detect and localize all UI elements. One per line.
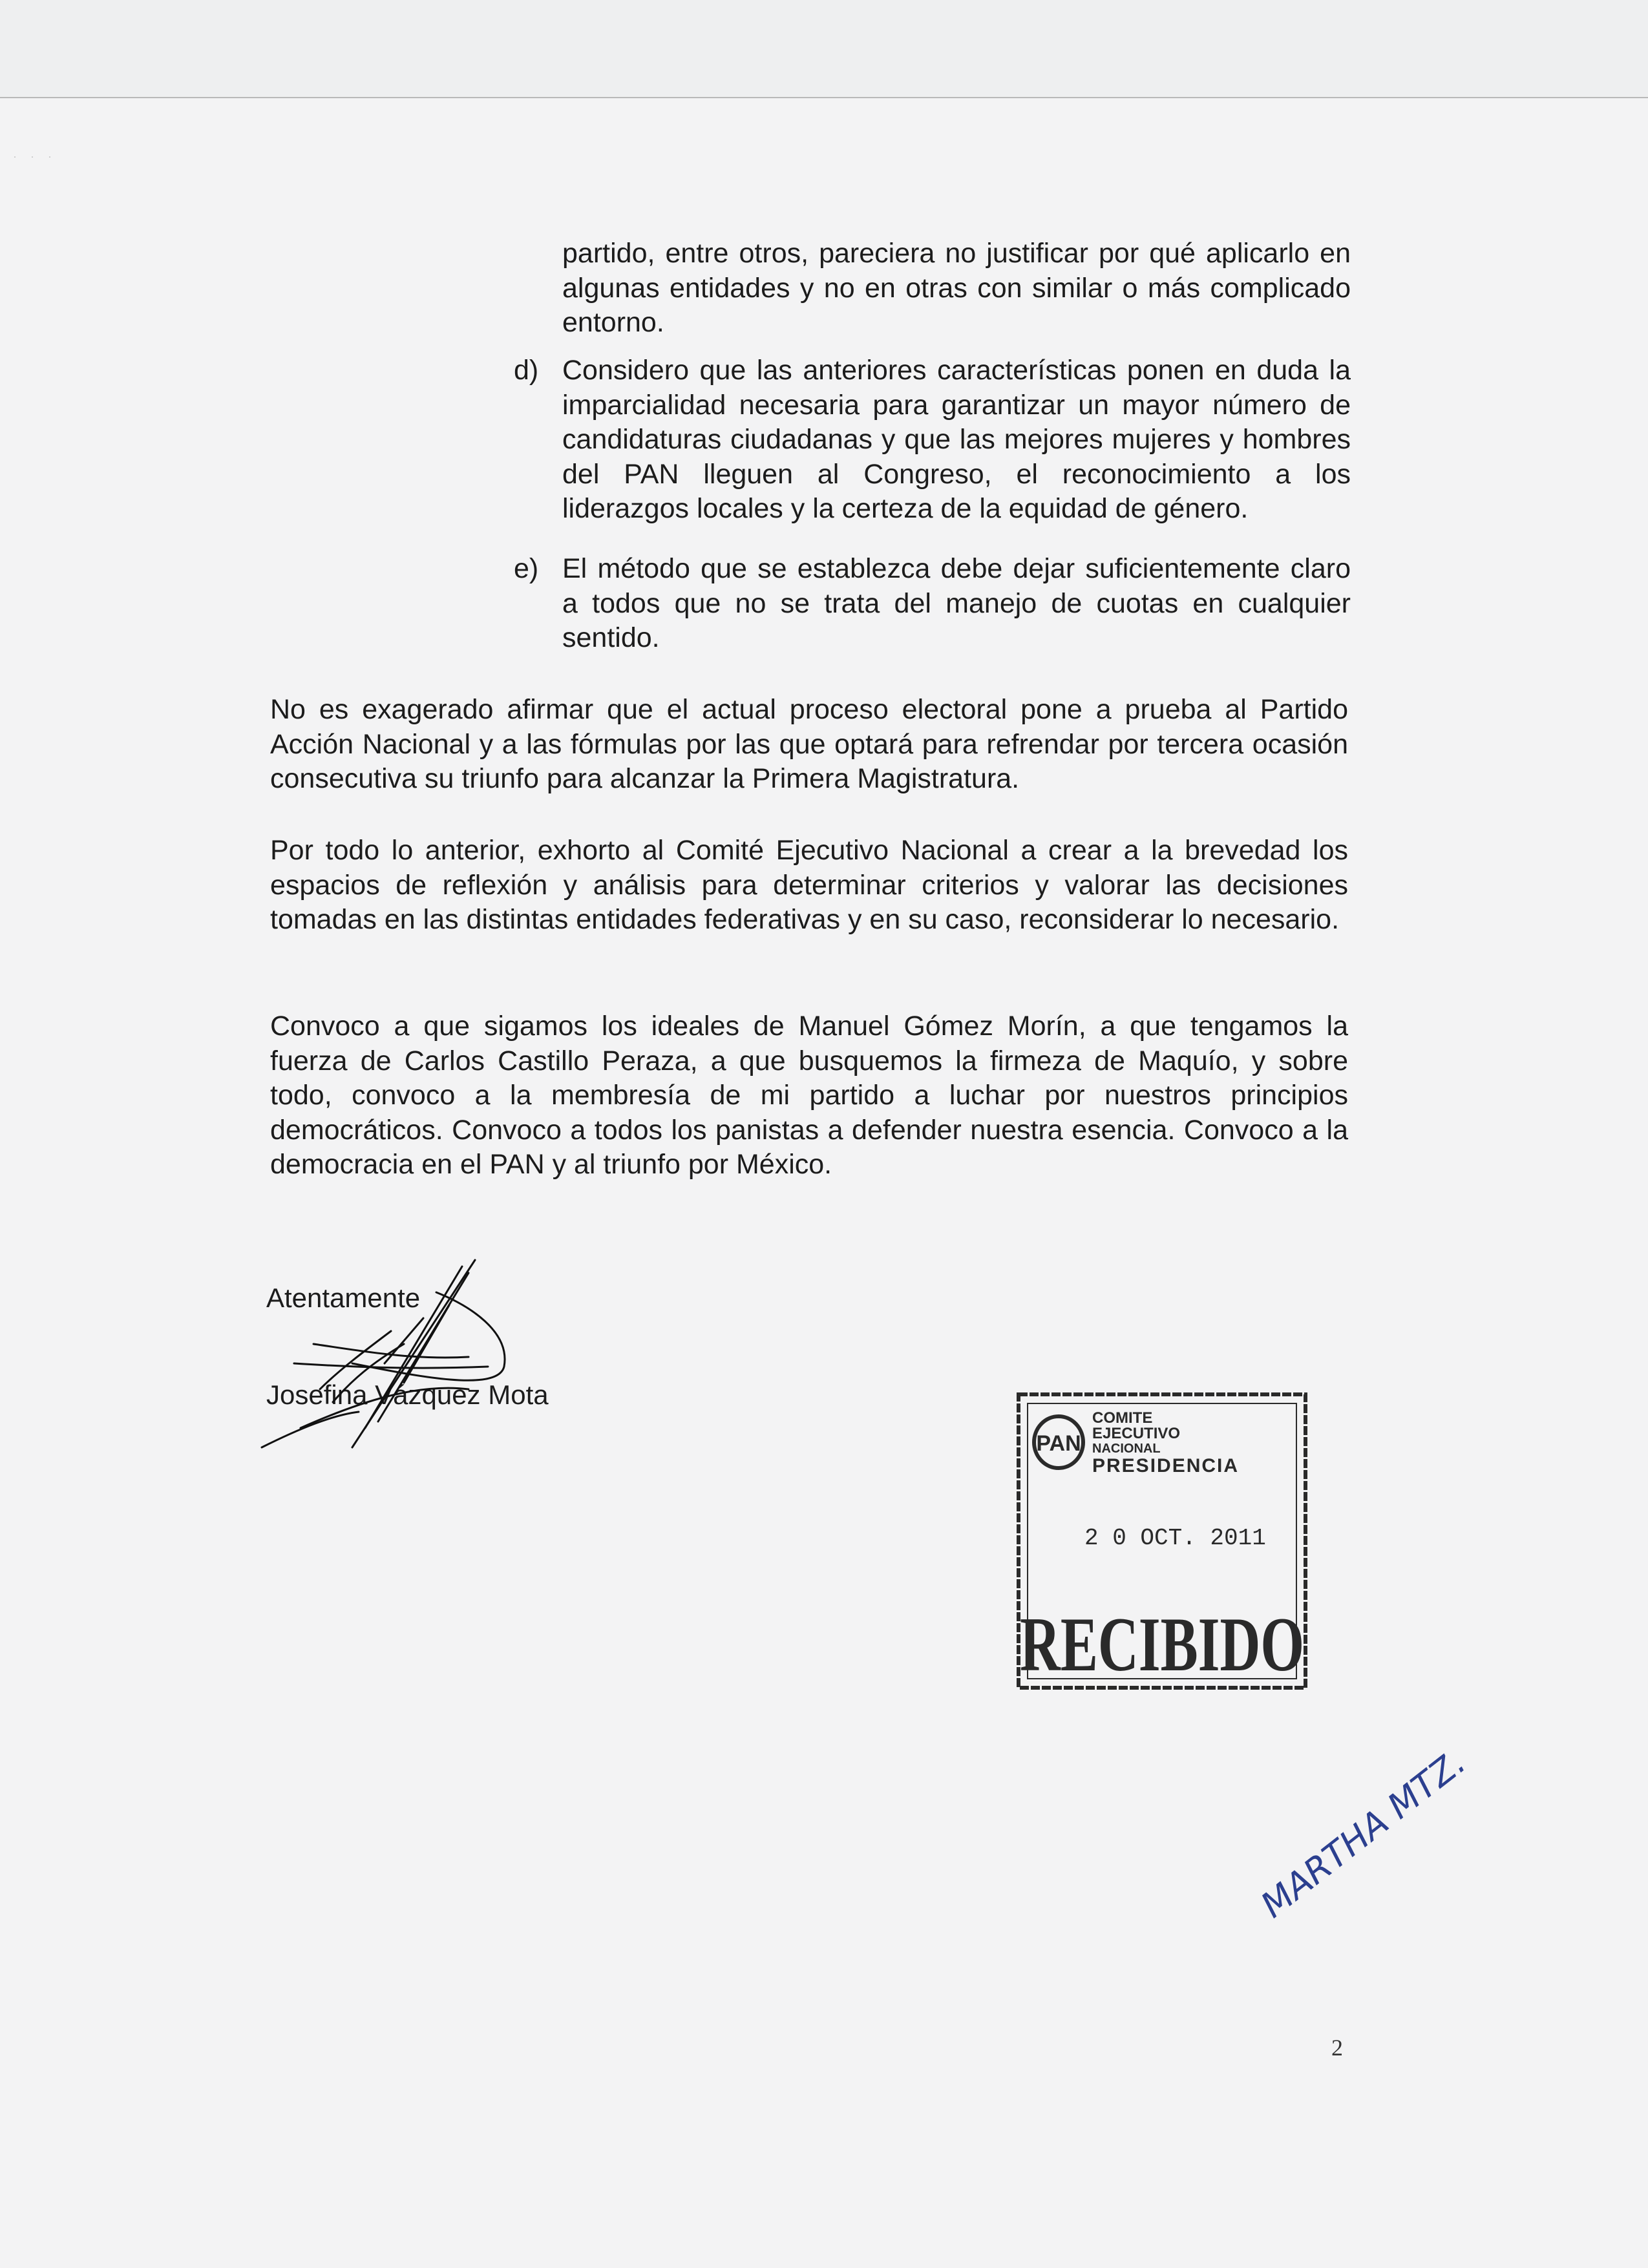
signer-name: Josefina Vázquez Mota (266, 1380, 549, 1410)
list-item-e (514, 552, 1351, 656)
handwritten-signature (255, 1254, 533, 1467)
list-marker: d) (514, 355, 539, 386)
stamp-line-2: EJECUTIVO (1092, 1425, 1181, 1442)
stamp-line-3: NACIONAL (1092, 1442, 1161, 1456)
page-number: 2 (1331, 2035, 1343, 2061)
stamp-line-1: COMITE (1092, 1409, 1153, 1427)
list-item-text: El método que se establezca debe dejar suficientemente claro a todos que no se trata del manejo de cuotas en cualquier sentido. (562, 553, 1351, 653)
stamp-line-4: PRESIDENCIA (1092, 1455, 1240, 1476)
list-item-text: Considero que las anteriores características ponen en duda la imparcialidad necesaria para garantizar un mayor número de candidaturas ciudadanas y que las mejores mujeres y hombres del PAN lleguen al Congreso, el reconocimiento a los liderazgos locales y la certeza de la equidad de género. (562, 355, 1351, 524)
closing-salutation: Atentamente (266, 1283, 421, 1313)
list-marker: e) (514, 553, 539, 584)
list-item-d (514, 353, 1351, 527)
paragraph-3: Convoco a que sigamos los ideales de Manuel Gómez Morín, a que tengamos la fuerza de Carlos Castillo Peraza, a que busquemos la firmeza de Maquío, y sobre todo, convoco a la membresía de mi partido a luchar por nuestros principios democráticos. Convoco a todos los panistas a defender nuestra esencia. Convoco a la democracia en el PAN y al triunfo por México. (270, 1011, 1348, 1180)
paragraph-1: No es exagerado afirmar que el actual proceso electoral pone a prueba al Partido Acción Nacional y a las fórmulas por las que optará para refrendar por tercera ocasión consecutiva su triunfo para alcanzar la Primera Magistratura. (270, 694, 1348, 794)
scan-top-edge (0, 0, 1648, 98)
handwritten-note (1253, 1741, 1499, 1938)
stamp-date: 2 0 OCT. 2011 (1084, 1525, 1266, 1551)
handwritten-note-text: MARTHA MTZ. (1253, 1741, 1474, 1926)
scan-artifact: · · · (13, 150, 57, 163)
stamp-logo: PAN (1036, 1431, 1081, 1456)
received-stamp (1013, 1389, 1311, 1693)
paragraph-2: Por todo lo anterior, exhorto al Comité Ejecutivo Nacional a crear a la brevedad los espacios de reflexión y análisis para determinar criterios y valorar las decisiones tomadas en las distintas entidades federativas y en su caso, reconsiderar lo necesario. (270, 835, 1348, 935)
stamp-received-word: RECIBIDO (1020, 1601, 1304, 1687)
list-continuation: partido, entre otros, pareciera no justificar por qué aplicarlo en algunas entidades y no en otras con similar o más complicado entorno. (562, 238, 1351, 338)
